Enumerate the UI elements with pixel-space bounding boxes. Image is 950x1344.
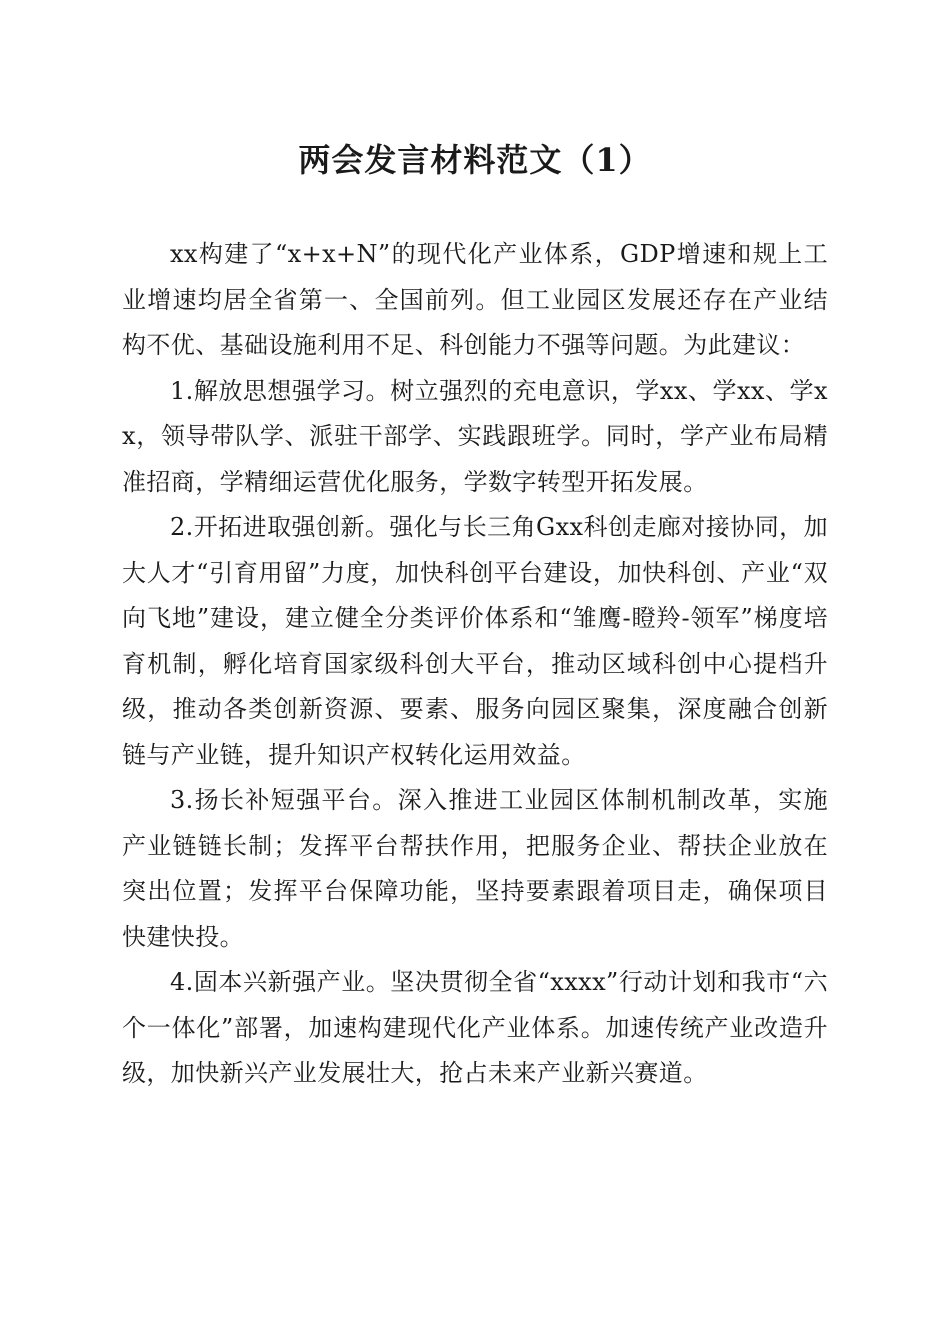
paragraph-2: 2.开拓进取强创新。强化与长三角Gxx科创走廊对接协同，加大人才“引育用留”力度，加快科创平台建设，加快科创、产业“双向飞地”建设，建立健全分类评价体系和“雏鹰-瞪羚-领军”梯度培育机制，孵化培育国家级科创大平台，推动区域科创中心提档升级，推动各类创新资源、要素、服务向园区聚集，深度融合创新链与产业链，提升知识产权转化运用效益。	[122, 513, 828, 769]
paragraph-4: 4.固本兴新强产业。坚决贯彻全省“xxxx”行动计划和我市“六个一体化”部署，加速构建现代化产业体系。加速传统产业改造升级，加快新兴产业发展壮大，抢占未来产业新兴赛道。	[122, 968, 828, 1087]
paragraph-intro: xx构建了“x+x+N”的现代化产业体系，GDP增速和规上工业增速均居全省第一、全国前列。但工业园区发展还存在产业结构不优、基础设施利用不足、科创能力不强等问题。为此建议：	[122, 240, 828, 359]
paragraph-3: 3.扬长补短强平台。深入推进工业园区体制机制改革，实施产业链链长制；发挥平台帮扶作用，把服务企业、帮扶企业放在突出位置；发挥平台保障功能，坚持要素跟着项目走，确保项目快建快投。	[122, 786, 828, 951]
document-body	[122, 232, 828, 1097]
paragraph-1: 1.解放思想强学习。树立强烈的充电意识，学xx、学xx、学xx，领导带队学、派驻干部学、实践跟班学。同时，学产业布局精准招商，学精细运营优化服务，学数字转型开拓发展。	[122, 376, 828, 496]
document-title: 两会发言材料范文（1）	[298, 141, 652, 179]
